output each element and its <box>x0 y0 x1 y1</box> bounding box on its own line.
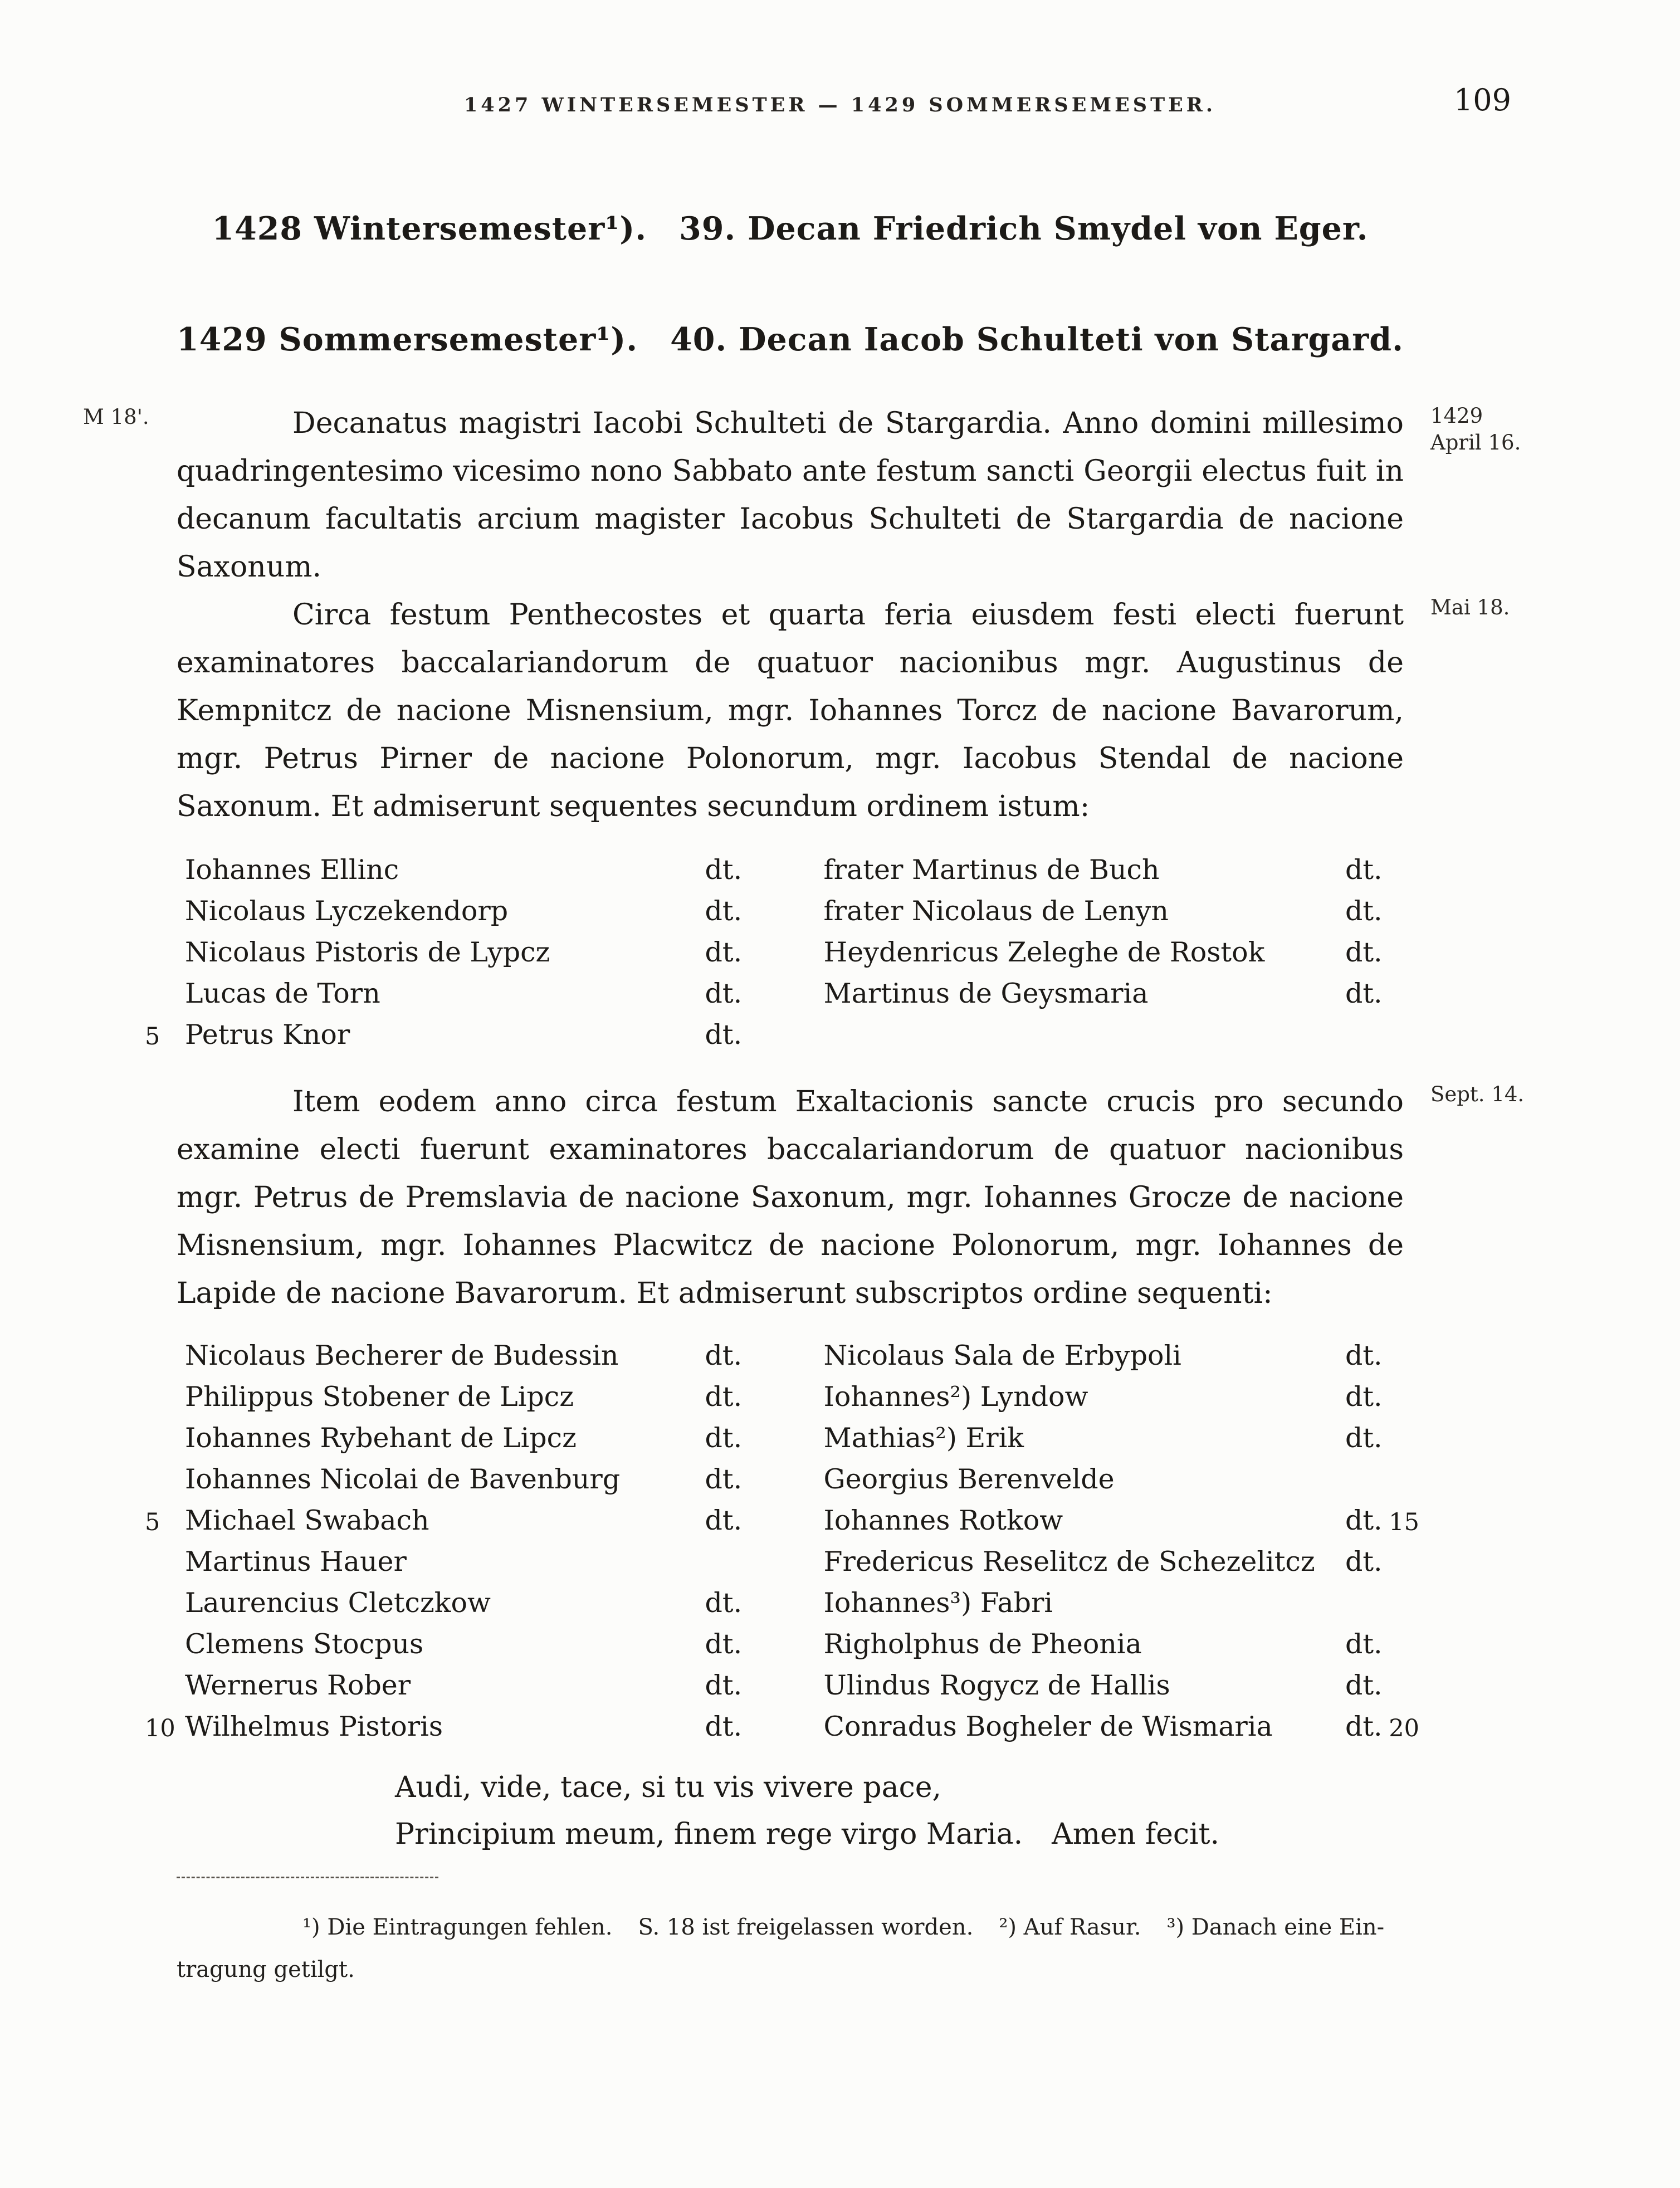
date-margin-note-mai: Mai 18. <box>1430 595 1510 619</box>
paragraph-block-decanatus <box>83 399 1521 591</box>
footnote-line-1 <box>177 1906 1404 1948</box>
dedit-mark: dt. <box>705 1505 743 1536</box>
dedit-mark: dt. <box>705 1381 743 1413</box>
admission-entry <box>824 1624 1404 1665</box>
paragraph-block-pentecost <box>177 591 1510 831</box>
verse-line-2: Principium meum, finem rege virgo Maria. Amen fecit. <box>395 1818 1220 1851</box>
admission-entry <box>824 1376 1404 1418</box>
student-name: Philippus Stobener de Lipcz <box>185 1381 574 1413</box>
dedit-mark: dt. <box>705 1463 743 1495</box>
admission-entry <box>824 1665 1404 1706</box>
admission-entry <box>145 1706 764 1747</box>
student-name: Righolphus de Pheonia <box>823 1628 1142 1660</box>
admission-entry <box>185 891 764 932</box>
student-name: Petrus Knor <box>185 1019 350 1051</box>
dedit-mark: dt. <box>705 936 743 968</box>
dedit-mark: dt. <box>1345 1505 1383 1536</box>
admission-entry <box>145 1014 764 1056</box>
student-name: frater Martinus de Buch <box>823 854 1160 886</box>
student-name: Nicolaus Becherer de Budessin <box>185 1340 619 1371</box>
footnote-1-continued: S. 18 ist freigelassen worden. <box>638 1914 974 1940</box>
folio-margin-note: M 18'. <box>83 405 149 429</box>
student-name: Michael Swabach <box>185 1505 429 1536</box>
admission-entry <box>185 1665 764 1706</box>
line-number-left: 5 <box>145 1508 160 1536</box>
admission-entry <box>824 1418 1404 1459</box>
admission-entry <box>824 973 1404 1014</box>
dedit-mark <box>1345 1583 1404 1624</box>
admission-entry <box>824 1541 1404 1583</box>
dedit-mark: dt. <box>1345 854 1383 886</box>
admission-entry <box>824 891 1404 932</box>
admission-entry <box>185 1418 764 1459</box>
admission-entry <box>185 1624 764 1665</box>
heading-1428-wintersemester: 1428 Wintersemester¹). 39. Decan Friedrich Smydel von Eger. <box>212 210 1369 247</box>
date-margin-note-april <box>1430 403 1521 456</box>
dedit-mark: dt. <box>1345 978 1383 1009</box>
date-margin-note-april-day: April 16. <box>1430 431 1521 455</box>
admission-entry <box>185 1459 764 1500</box>
footnote-1: ¹) Die Eintragungen fehlen. <box>302 1914 613 1940</box>
line-number-left: 10 <box>145 1715 175 1742</box>
admission-entry <box>185 932 764 973</box>
dedit-mark: dt. <box>705 1019 743 1051</box>
student-name: Lucas de Torn <box>185 978 380 1009</box>
dedit-mark: dt. <box>1345 1669 1383 1701</box>
dedit-mark: dt. <box>705 1628 743 1660</box>
admission-entry <box>823 1706 1419 1747</box>
student-name: Mathias²) Erik <box>823 1422 1024 1454</box>
dedit-mark: dt. <box>705 1422 743 1454</box>
dedit-mark: dt. <box>705 1340 743 1371</box>
student-name: Iohannes³) Fabri <box>823 1587 1053 1619</box>
admission-entry <box>824 1459 1404 1500</box>
admission-list-1 <box>145 849 1404 1056</box>
student-name: Martinus Hauer <box>185 1546 407 1577</box>
student-name: Ulindus Rogycz de Hallis <box>823 1669 1170 1701</box>
student-name: Conradus Bogheler de Wismaria <box>823 1711 1273 1742</box>
dedit-mark: dt. <box>705 1711 743 1742</box>
dedit-mark: dt. <box>1345 1711 1383 1742</box>
admission-entry <box>824 1583 1404 1624</box>
dedit-mark: dt. <box>1345 1546 1383 1577</box>
paragraph-decanatus: Decanatus magistri Iacobi Schulteti de Stargardia. Anno domini millesimo quadringentesimo vicesimo nono Sabbato ante festum sancti Georgii electus fuit in decanum facultatis arcium magister Iacobus Schulteti de Stargardia de nacione Saxonum. <box>177 407 1404 584</box>
student-name: Wilhelmus Pistoris <box>185 1711 443 1742</box>
dedit-mark: dt. <box>705 1587 743 1619</box>
student-name: Martinus de Geysmaria <box>823 978 1149 1009</box>
admission-entry <box>185 1376 764 1418</box>
student-name: Georgius Berenvelde <box>823 1463 1115 1495</box>
dedit-mark: dt. <box>1345 1628 1383 1660</box>
footnote-2: ²) Auf Rasur. <box>999 1914 1141 1940</box>
running-header-row <box>177 0 1511 118</box>
date-margin-note-april-year: 1429 <box>1430 404 1483 428</box>
dedit-mark: dt. <box>1345 1381 1383 1413</box>
student-name: Iohannes²) Lyndow <box>823 1381 1088 1413</box>
verse-line-1: Audi, vide, tace, si tu vis vivere pace, <box>395 1771 942 1804</box>
admission-entry <box>185 1335 764 1376</box>
admission-list-2 <box>145 1335 1419 1747</box>
footnote-line-2: tragung getilgt. <box>177 1957 355 1982</box>
student-name: Nicolaus Pistoris de Lypcz <box>185 936 550 968</box>
admission-entry <box>824 1335 1404 1376</box>
student-name: Heydenricus Zeleghe de Rostok <box>823 936 1265 968</box>
student-name: Fredericus Reselitcz de Schezelitcz <box>823 1546 1315 1577</box>
paragraph-exaltation: Item eodem anno circa festum Exaltacionis sancte crucis pro secundo examine electi fuerunt examinatores baccalariandorum de quatuor nacionibus mgr. Petrus de Premslavia de nacione Saxonum, mgr. Iohannes Grocze de nacione Misnensium, mgr. Iohannes Placwitcz de nacione Polonorum, mgr. Iohannes de Lapide de nacione Bavarorum. Et admiserunt subscriptos ordine sequenti: <box>177 1085 1404 1310</box>
student-name: Iohannes Nicolai de Bavenburg <box>185 1463 621 1495</box>
admission-entry <box>185 1541 764 1583</box>
admission-entry <box>824 932 1404 973</box>
student-name: Laurencius Cletczkow <box>185 1587 491 1619</box>
student-name: Iohannes Rybehant de Lipcz <box>185 1422 577 1454</box>
line-number-right: 20 <box>1389 1715 1419 1742</box>
student-name: Iohannes Rotkow <box>823 1505 1063 1536</box>
student-name: Iohannes Ellinc <box>185 854 399 886</box>
footnote-3: ³) Danach eine Ein- <box>1166 1914 1385 1940</box>
dedit-mark: dt. <box>705 854 743 886</box>
dedit-mark: dt. <box>1345 895 1383 927</box>
footnote-block <box>177 1906 1404 1991</box>
student-name: Clemens Stocpus <box>185 1628 424 1660</box>
line-number-left: 5 <box>145 1023 160 1051</box>
paragraph-pentecost: Circa festum Penthecostes et quarta feria eiusdem festi electi fuerunt examinatores baccalariandorum de quatuor nacionibus mgr. Augustinus de Kempnitcz de nacione Misnensium, mgr. Iohannes Torcz de nacione Bavarorum, mgr. Petrus Pirner de nacione Polonorum, mgr. Iacobus Stendal de nacione Saxonum. Et admiserunt sequentes secundum ordinem istum: <box>177 598 1404 823</box>
dedit-mark: dt. <box>705 978 743 1009</box>
student-name: frater Nicolaus de Lenyn <box>823 895 1169 927</box>
dedit-mark: dt. <box>705 1669 743 1701</box>
admission-list-1-right-column <box>824 849 1404 1056</box>
dedit-mark: dt. <box>1345 1340 1383 1371</box>
admission-entry <box>185 973 764 1014</box>
admission-entry <box>185 1583 764 1624</box>
admission-entry <box>185 849 764 891</box>
dedit-mark: dt. <box>705 895 743 927</box>
dedit-mark <box>705 1541 764 1583</box>
admission-entry <box>824 849 1404 891</box>
admission-list-2-left-column <box>145 1335 764 1747</box>
heading-1429-sommersemester: 1429 Sommersemester¹). 40. Decan Iacob Schulteti von Stargard. <box>177 321 1404 358</box>
closing-verse <box>177 1764 1404 1858</box>
student-name: Nicolaus Lyczekendorp <box>185 895 509 927</box>
dedit-mark: dt. <box>1345 1422 1383 1454</box>
text-column <box>83 210 1525 1991</box>
date-margin-note-sept: Sept. 14. <box>1430 1082 1525 1106</box>
running-header: 1427 WINTERSEMESTER — 1429 SOMMERSEMESTER. <box>463 94 1217 116</box>
admission-list-2-right-column <box>823 1335 1419 1747</box>
page-number: 109 <box>1453 82 1511 118</box>
footnote-rule <box>177 1877 438 1878</box>
line-number-right: 15 <box>1389 1508 1419 1536</box>
dedit-mark: dt. <box>1345 936 1383 968</box>
student-name: Nicolaus Sala de Erbypoli <box>823 1340 1181 1371</box>
dedit-mark <box>1345 1459 1404 1500</box>
admission-entry <box>823 1500 1419 1541</box>
student-name: Wernerus Rober <box>185 1669 411 1701</box>
paragraph-block-exaltation <box>177 1078 1525 1317</box>
admission-list-1-left-column <box>145 849 764 1056</box>
admission-entry <box>145 1500 764 1541</box>
